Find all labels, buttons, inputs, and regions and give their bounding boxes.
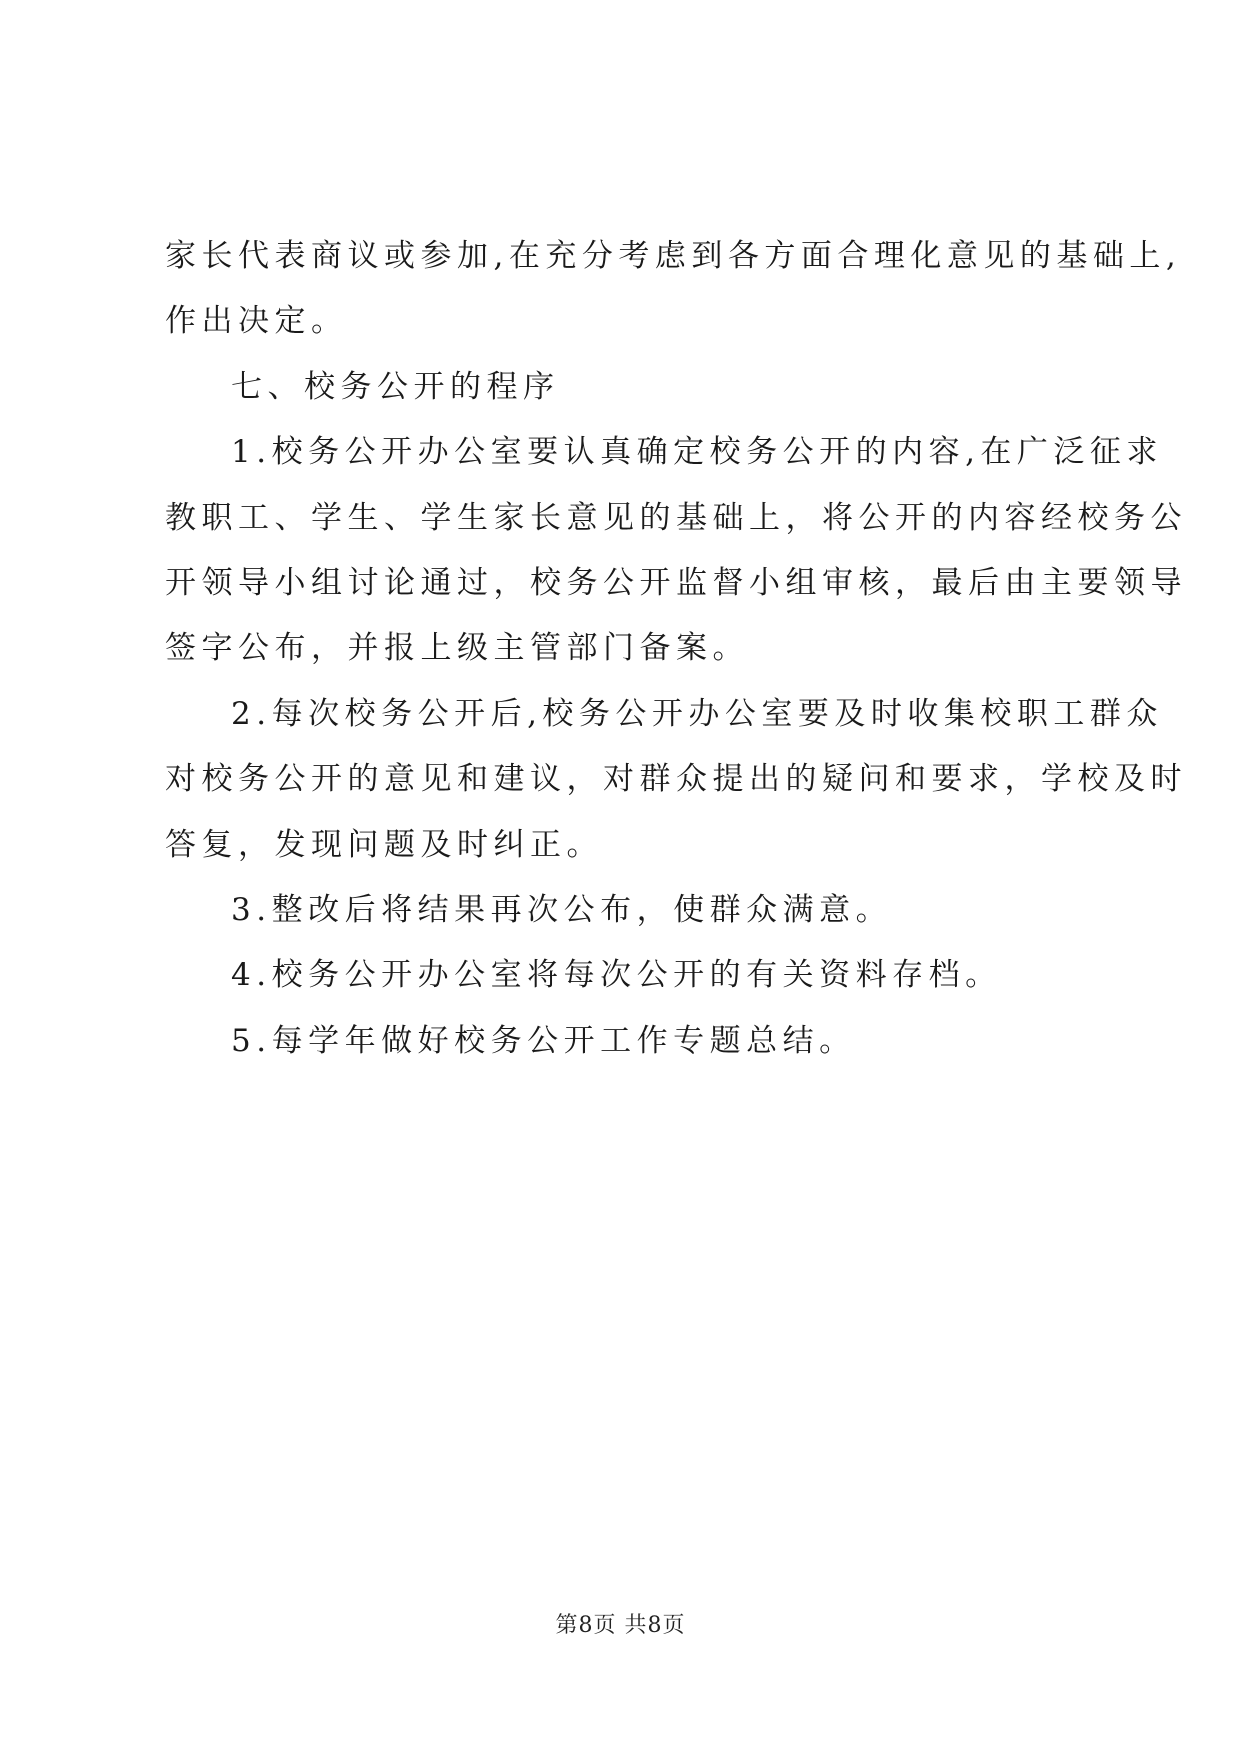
paragraph-line: 1.校务公开办公室要认真确定校务公开的内容,在广泛征求 [231, 434, 1163, 470]
paragraph-line: 教职工、学生、学生家长意见的基础上，将公开的内容经校务公 [165, 500, 1187, 536]
page-number-footer: 第8页 共8页 [555, 1613, 686, 1638]
paragraph-line: 2.每次校务公开后,校务公开办公室要及时收集校职工群众 [231, 696, 1163, 732]
paragraph-line: 5.每学年做好校务公开工作专题总结。 [231, 1023, 856, 1059]
paragraph-line: 作出决定。 [165, 303, 348, 339]
paragraph-line: 4.校务公开办公室将每次公开的有关资料存档。 [231, 957, 1002, 993]
paragraph-line: 开领导小组讨论通过，校务公开监督小组审核，最后由主要领导 [165, 565, 1187, 601]
paragraph-line: 家长代表商议或参加,在充分考虑到各方面合理化意见的基础上, [165, 238, 1182, 274]
section-heading: 七、校务公开的程序 [231, 369, 560, 405]
paragraph-line: 签字公布，并报上级主管部门备案。 [165, 630, 749, 666]
paragraph-line: 对校务公开的意见和建议，对群众提出的疑问和要求，学校及时 [165, 761, 1187, 797]
paragraph-line: 3.整改后将结果再次公布，使群众满意。 [231, 892, 893, 928]
paragraph-line: 答复，发现问题及时纠正。 [165, 827, 603, 863]
